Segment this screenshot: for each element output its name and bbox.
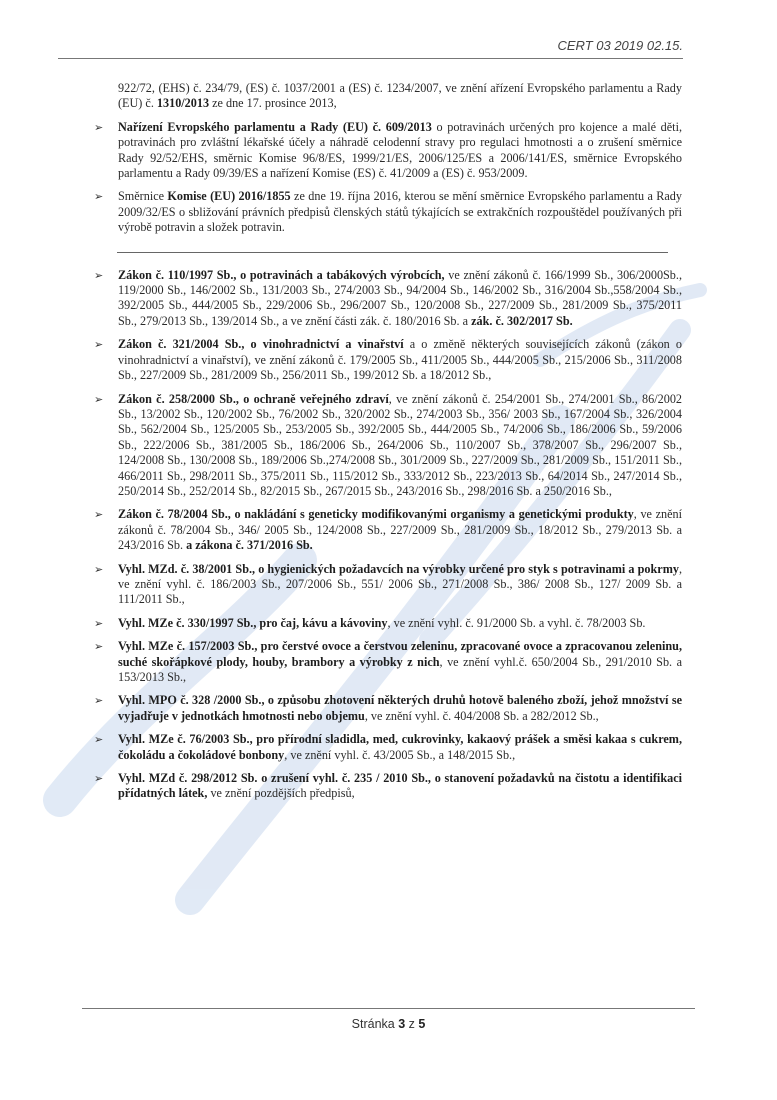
arrow-bullet-icon: ➢ bbox=[94, 120, 104, 134]
list-item bbox=[90, 693, 682, 724]
page-separator: z bbox=[408, 1017, 415, 1031]
list-item bbox=[90, 507, 682, 553]
list-item bbox=[90, 337, 682, 383]
law-text: a o změně některých souvisejících zákonů (zákon o vinohradnictví a vinařství), ve znění zákonů č. 179/2005 Sb., 411/2005 Sb., 444/2005 Sb., 215/2006 Sb., 311/2008 Sb., 227/2009 Sb., 281/2009 Sb., 256/2011 Sb., 199/2012 Sb. a 18/2012 Sb., bbox=[118, 337, 682, 383]
decree-text: , ve znění vyhl.č. 650/2004 Sb., 291/2010 Sb. a 153/2013 Sb., bbox=[118, 654, 682, 684]
list-item bbox=[90, 616, 682, 631]
arrow-bullet-icon: ➢ bbox=[94, 190, 104, 204]
law-amendment: zák. č. 302/2017 Sb. bbox=[471, 313, 573, 328]
arrow-bullet-icon: ➢ bbox=[94, 616, 104, 630]
decree-text: , ve znění vyhl. č. 43/2005 Sb., a 148/2015 Sb., bbox=[284, 747, 516, 762]
regulation-text: ze dne 19. října 2016, kterou se mění směrnice Evropského parlamentu a Rady 2009/32/ES o sbližování právních předpisů členských států týkajících se extrakčních rozpouštědel používaných při výrobě potravin a složek potravin. bbox=[118, 189, 682, 235]
section-divider bbox=[117, 252, 668, 253]
list-item bbox=[90, 189, 682, 235]
law-amendment: a zákona č. 371/2016 Sb. bbox=[183, 538, 313, 553]
text: 922/72, (EHS) č. 234/79, (ES) č. 1037/2001 a (ES) č. 1234/2007, ve znění ařízení Evropského parlamentu a Rady (EU) č. bbox=[118, 81, 682, 111]
regulation-text: o potravinách určených pro kojence a malé děti, potravinách pro zvláštní lékařské účely a náhradě celodenní stravy pro regulaci hmotnosti a o zrušení směrnice Rady 92/52/EHS, směrnic Komise 96/8/ES, 1999/21/ES, 2006/125/ES a 2006/141/ES, směrnice Evropského parlamentu a Rady 09/39/ES a nařízení Komise (ES) č. 41/2009 a (ES) č. 953/2009. bbox=[118, 119, 682, 181]
header-divider bbox=[58, 58, 683, 59]
page-label: Stránka bbox=[351, 1017, 395, 1031]
decree-title: Vyhl. MPO č. 328 /2000 Sb., o způsobu zhotovení některých druhů hotově baleného zboží, jehož množství se vyjadřuje v jednotkách hmotnosti nebo objemu bbox=[118, 693, 682, 723]
law-text: , ve znění zákonů č. 78/2004 Sb., 346/ 2005 Sb., 124/2008 Sb., 227/2009 Sb., 281/2009 Sb., 18/2012 Sb., 279/2013 Sb. a 243/2016 Sb. bbox=[118, 507, 682, 553]
law-text: ve znění zákonů č. 166/1999 Sb., 306/2000Sb., 119/2000 Sb., 146/2002 Sb., 131/2003 Sb., 274/2003 Sb., 94/2004 Sb., 146/2002 Sb., 316/2004 Sb.,558/2004 Sb., 392/2005 Sb., 444/2005 Sb., 229/2006 Sb., 296/2007 Sb., 120/2008 Sb., 227/2009 Sb., 281/2009 Sb., 375/2011 Sb., 279/2013 Sb., 139/2014 Sb., a ve znění části zák. č. 180/2016 Sb. a bbox=[118, 267, 682, 328]
regulation-title: Nařízení Evropského parlamentu a Rady (EU) č. 609/2013 bbox=[118, 119, 432, 134]
law-title: Zákon č. 78/2004 Sb., o nakládání s geneticky modifikovanými organismy a genetickými produkty bbox=[118, 507, 634, 522]
arrow-bullet-icon: ➢ bbox=[94, 772, 104, 786]
legislation-list bbox=[90, 81, 682, 810]
arrow-bullet-icon: ➢ bbox=[94, 640, 104, 654]
decree-text: ve znění pozdějších předpisů, bbox=[207, 786, 355, 801]
decree-title: Vyhl. MZd. č. 38/2001 Sb., o hygienických požadavcích na výrobky určené pro styk s potravinami a pokrmy bbox=[118, 561, 679, 576]
current-page: 3 bbox=[398, 1017, 406, 1031]
list-item bbox=[90, 639, 682, 685]
arrow-bullet-icon: ➢ bbox=[94, 694, 104, 708]
list-item bbox=[90, 392, 682, 500]
decree-text: , ve znění vyhl. č. 91/2000 Sb. a vyhl. č. 78/2003 Sb. bbox=[387, 615, 646, 630]
total-pages: 5 bbox=[418, 1017, 426, 1031]
footer-divider bbox=[82, 1008, 695, 1009]
list-item bbox=[90, 771, 682, 802]
arrow-bullet-icon: ➢ bbox=[94, 733, 104, 747]
continued-paragraph bbox=[90, 81, 682, 112]
list-item bbox=[90, 120, 682, 182]
arrow-bullet-icon: ➢ bbox=[94, 392, 104, 406]
regulation-number: 1310/2013 bbox=[156, 96, 210, 111]
law-title: Zákon č. 321/2004 Sb., o vinohradnictví a vinařství bbox=[118, 337, 404, 352]
arrow-bullet-icon: ➢ bbox=[94, 562, 104, 576]
regulation-prefix: Směrnice bbox=[118, 189, 168, 204]
arrow-bullet-icon: ➢ bbox=[94, 268, 104, 282]
decree-title: Vyhl. MZe č. 157/2003 Sb., pro čerstvé ovoce a čerstvou zeleninu, zpracované ovoce a zpracovanou zeleninu, suché skořápkové plody, houby, brambory a výrobky z nich bbox=[118, 639, 682, 669]
arrow-bullet-icon: ➢ bbox=[94, 508, 104, 522]
regulation-title: Komise (EU) 2016/1855 bbox=[167, 189, 291, 204]
decree-title: Vyhl. MZd č. 298/2012 Sb. o zrušení vyhl. č. 235 / 2010 Sb., o stanovení požadavků na čistotu a identifikaci přídatných látek, bbox=[118, 771, 682, 801]
decree-text: , ve znění vyhl. č. 404/2008 Sb. a 282/2012 Sb., bbox=[364, 708, 599, 723]
document-code: CERT 03 2019 02.15. bbox=[557, 38, 683, 53]
law-text: , ve znění zákonů č. 254/2001 Sb., 274/2001 Sb., 86/2002 Sb., 13/2002 Sb., 120/2002 Sb., 76/2002 Sb., 320/2002 Sb., 274/2003 Sb., 356/ 2003 Sb., 167/2004 Sb., 326/2004 Sb., 562/2004 Sb., 125/2005 Sb., 253/2005 Sb., 392/2005 Sb., 444/2005 Sb., 74/2006 Sb., 186/2006 Sb., 59/2006 Sb., 222/2006 Sb., 381/2005 Sb., 186/2006 Sb., 264/2006 Sb., 110/2007 Sb., 378/2007 Sb., 296/2007 Sb., 124/2008 Sb., 130/2008 Sb., 189/2006 Sb.,274/2008 Sb., 301/2009 Sb., 227/2009 Sb., 281/2009 Sb., 151/2011 Sb., 466/2011 Sb., 298/2011 Sb., 375/2011 Sb., 115/2012 Sb., 333/2012 Sb., 223/2013 Sb., 64/2014 Sb., 247/2014 Sb., 250/2014 Sb., 252/2014 Sb., 82/2015 Sb., 267/2015 Sb., 243/2016 Sb., 298/2016 Sb. a 250/2016 Sb., bbox=[118, 391, 683, 498]
page-number bbox=[0, 1017, 777, 1031]
decree-title: Vyhl. MZe č. 330/1997 Sb., pro čaj, kávu a kávoviny bbox=[118, 615, 388, 630]
decree-text: , ve znění vyhl. č. 186/2003 Sb., 207/2006 Sb., 551/ 2006 Sb., 271/2008 Sb., 386/ 2008 Sb., 127/ 2009 Sb. a 111/2011 Sb., bbox=[118, 561, 682, 607]
list-item bbox=[90, 562, 682, 608]
list-item bbox=[90, 732, 682, 763]
law-title: Zákon č. 258/2000 Sb., o ochraně veřejného zdraví bbox=[118, 391, 389, 406]
decree-title: Vyhl. MZe č. 76/2003 Sb., pro přírodní sladidla, med, cukrovinky, kakaový prášek a směsi kakaa s cukrem, čokoládu a čokoládové bonbony bbox=[118, 732, 682, 762]
law-title: Zákon č. 110/1997 Sb., o potravinách a tabákových výrobcích, bbox=[118, 267, 445, 282]
text: ze dne 17. prosince 2013, bbox=[209, 96, 337, 111]
list-item bbox=[90, 268, 682, 330]
arrow-bullet-icon: ➢ bbox=[94, 338, 104, 352]
